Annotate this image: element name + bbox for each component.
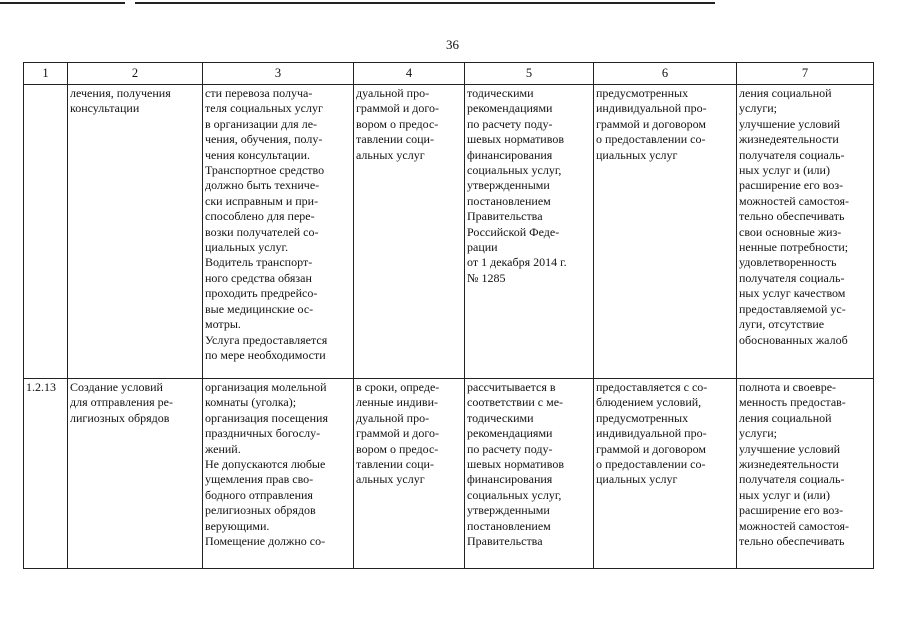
- row2-number-cell: 1.2.13: [24, 379, 68, 569]
- row1-funding-cell: тодическими рекомендациями по расчету поду- шевых нормативов финансирования социальных услуг, утвержденными постановлением Правительства Российской Феде- рации от 1 декабря 2014 г. № 1285: [465, 85, 594, 379]
- row1-service-name-cell: лечения, получения консультации: [68, 85, 203, 379]
- row1-quality-cell: ления социальной услуги; улучшение условий жизнедеятельности получателя социаль- ных услуг и (или) расширение его воз- можностей самостоя- тельно обеспечивать свои основные жиз- ненные потребности; удовлетворенность получателя социаль- ных услуг качеством предоставляемой ус- луги, отсутствие обоснованных жалоб: [737, 85, 874, 379]
- services-table: [23, 62, 874, 569]
- row2-terms-cell: в сроки, опреде- ленные индиви- дуальной про- граммой и дого- вором о предос- тавлении соци- альных услуг: [354, 379, 465, 569]
- row2-conditions-cell: предоставляется с со- блюдением условий, предусмотренных индивидуальной про- граммой и договором о предоставлении со- циальных услуг: [594, 379, 737, 569]
- row1-description-cell: сти перевоза получа- теля социальных услуг в организации для ле- чения, обучения, полу- чения консультации. Транспортное средство должно быть техниче- ски исправным и при- способлено для пере- возки получателей со- циальных услуг. Водитель транспорт- ного средства обязан проходить предрейсо- вые медицинские ос- мотры. Услуга предоставляется по мере необходимости: [203, 85, 354, 379]
- row2-description-cell: организация молельной комнаты (уголка); организация посещения праздничных богослу- жений. Не допускаются любые ущемления прав сво- бодного отправления религиозных обрядов верующими. Помещение должно со-: [203, 379, 354, 569]
- header-cell-6: 6: [594, 63, 737, 85]
- row2-quality-cell: полнота и своевре- менность предостав- ления социальной услуги; улучшение условий жизнедеятельности получателя социаль- ных услуг и (или) расширение его воз- можностей самостоя- тельно обеспечивать: [737, 379, 874, 569]
- row1-terms-cell: дуальной про- граммой и дого- вором о предос- тавлении соци- альных услуг: [354, 85, 465, 379]
- row2-service-name-cell: Создание условий для отправления ре- лигиозных обрядов: [68, 379, 203, 569]
- table-header-row: [24, 63, 874, 85]
- top-rule-right: [135, 2, 715, 4]
- header-cell-2: 2: [68, 63, 203, 85]
- header-cell-3: 3: [203, 63, 354, 85]
- row2-funding-cell: рассчитывается в соответствии с ме- тодическими рекомендациями по расчету поду- шевых нормативов финансирования социальных услуг, утвержденными постановлением Правительства: [465, 379, 594, 569]
- page-number: 36: [446, 37, 459, 52]
- header-cell-7: 7: [737, 63, 874, 85]
- table-row: [24, 85, 874, 379]
- header-cell-4: 4: [354, 63, 465, 85]
- row1-number-cell: [24, 85, 68, 379]
- table-row: [24, 379, 874, 569]
- header-cell-5: 5: [465, 63, 594, 85]
- top-rule-left: [0, 2, 125, 4]
- header-cell-1: 1: [24, 63, 68, 85]
- row1-conditions-cell: предусмотренных индивидуальной про- граммой и договором о предоставлении со- циальных услуг: [594, 85, 737, 379]
